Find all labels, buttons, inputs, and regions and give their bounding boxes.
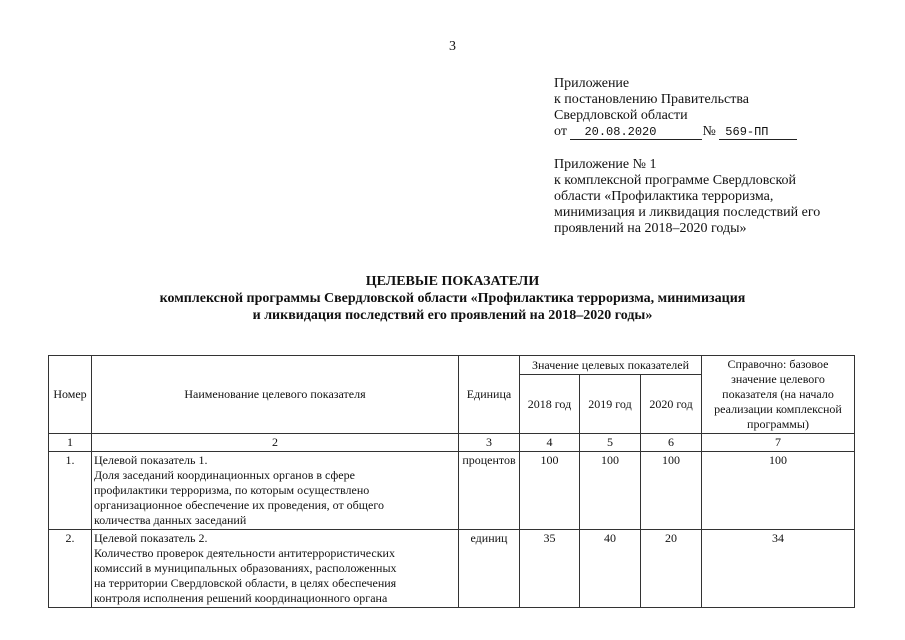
- header-reference: Справочно: базовое значение целевого показателя (на начало реализации комплексной программы): [702, 356, 855, 434]
- table-row: [49, 530, 855, 608]
- indicator-line: Доля заседаний координационных органов в сфере: [94, 468, 355, 482]
- value-2018: 100: [520, 452, 580, 530]
- appendix-program: [554, 157, 820, 237]
- header-number: Номер: [49, 356, 92, 434]
- value-reference: 100: [702, 452, 855, 530]
- appendix-line: проявлений на 2018–2020 годы»: [554, 221, 747, 236]
- appendix-line: к постановлению Правительства: [554, 92, 750, 107]
- column-numbers-row: [49, 434, 855, 452]
- column-number: 2: [92, 434, 459, 452]
- indicator-line: на территории Свердловской области, в целях обеспечения: [94, 576, 397, 590]
- value-2019: 40: [580, 530, 641, 608]
- indicator-name: [92, 452, 459, 530]
- appendix-line: области «Профилактика терроризма,: [554, 189, 774, 204]
- header-2020: 2020 год: [641, 375, 702, 434]
- appendix-date-line: [554, 124, 797, 140]
- header-unit: Единица: [459, 356, 520, 434]
- appendix-resolution: [554, 76, 797, 140]
- header-values-group: Значение целевых показателей: [520, 356, 702, 375]
- indicator-line: Целевой показатель 2.: [94, 531, 208, 545]
- resolution-date: 20.08.2020: [570, 125, 702, 140]
- indicator-line: Количество проверок деятельности антитеррористических: [94, 546, 395, 560]
- header-name: Наименование целевого показателя: [92, 356, 459, 434]
- title-line-3: и ликвидация последствий его проявлений на 2018–2020 годы»: [252, 308, 653, 323]
- table-row: [49, 452, 855, 530]
- indicator-line: контроля исполнения решений координационного органа: [94, 591, 388, 605]
- page-number: 3: [449, 39, 456, 54]
- appendix-line: к комплексной программе Свердловской: [554, 173, 797, 188]
- resolution-number: 569-ПП: [719, 125, 797, 140]
- date-prefix: от: [554, 124, 567, 139]
- row-number: 2.: [49, 530, 92, 608]
- indicator-line: организационное обеспечение их проведения, от общего: [94, 498, 384, 512]
- appendix-line: Свердловской области: [554, 108, 688, 123]
- value-2020: 100: [641, 452, 702, 530]
- appendix-line: Приложение № 1: [554, 157, 657, 172]
- header-2019: 2019 год: [580, 375, 641, 434]
- indicator-line: количества данных заседаний: [94, 513, 247, 527]
- indicator-line: Целевой показатель 1.: [94, 453, 208, 467]
- value-2019: 100: [580, 452, 641, 530]
- number-prefix: №: [702, 124, 716, 139]
- indicator-name: [92, 530, 459, 608]
- column-number: 7: [702, 434, 855, 452]
- row-number: 1.: [49, 452, 92, 530]
- indicator-unit: процентов: [459, 452, 520, 530]
- value-reference: 34: [702, 530, 855, 608]
- column-number: 3: [459, 434, 520, 452]
- title-line-1: ЦЕЛЕВЫЕ ПОКАЗАТЕЛИ: [365, 274, 540, 289]
- indicator-line: профилактики терроризма, по которым осуществлено: [94, 483, 370, 497]
- column-number: 4: [520, 434, 580, 452]
- header-2018: 2018 год: [520, 375, 580, 434]
- value-2018: 35: [520, 530, 580, 608]
- column-number: 1: [49, 434, 92, 452]
- column-number: 6: [641, 434, 702, 452]
- appendix-line: Приложение: [554, 76, 630, 91]
- indicator-unit: единиц: [459, 530, 520, 608]
- indicators-table: [48, 355, 855, 608]
- title-line-2: комплексной программы Свердловской области «Профилактика терроризма, минимизация: [159, 291, 746, 306]
- document-title: [0, 273, 905, 324]
- column-number: 5: [580, 434, 641, 452]
- indicator-line: комиссий в муниципальных образованиях, расположенных: [94, 561, 397, 575]
- appendix-line: минимизация и ликвидация последствий его: [554, 205, 821, 220]
- value-2020: 20: [641, 530, 702, 608]
